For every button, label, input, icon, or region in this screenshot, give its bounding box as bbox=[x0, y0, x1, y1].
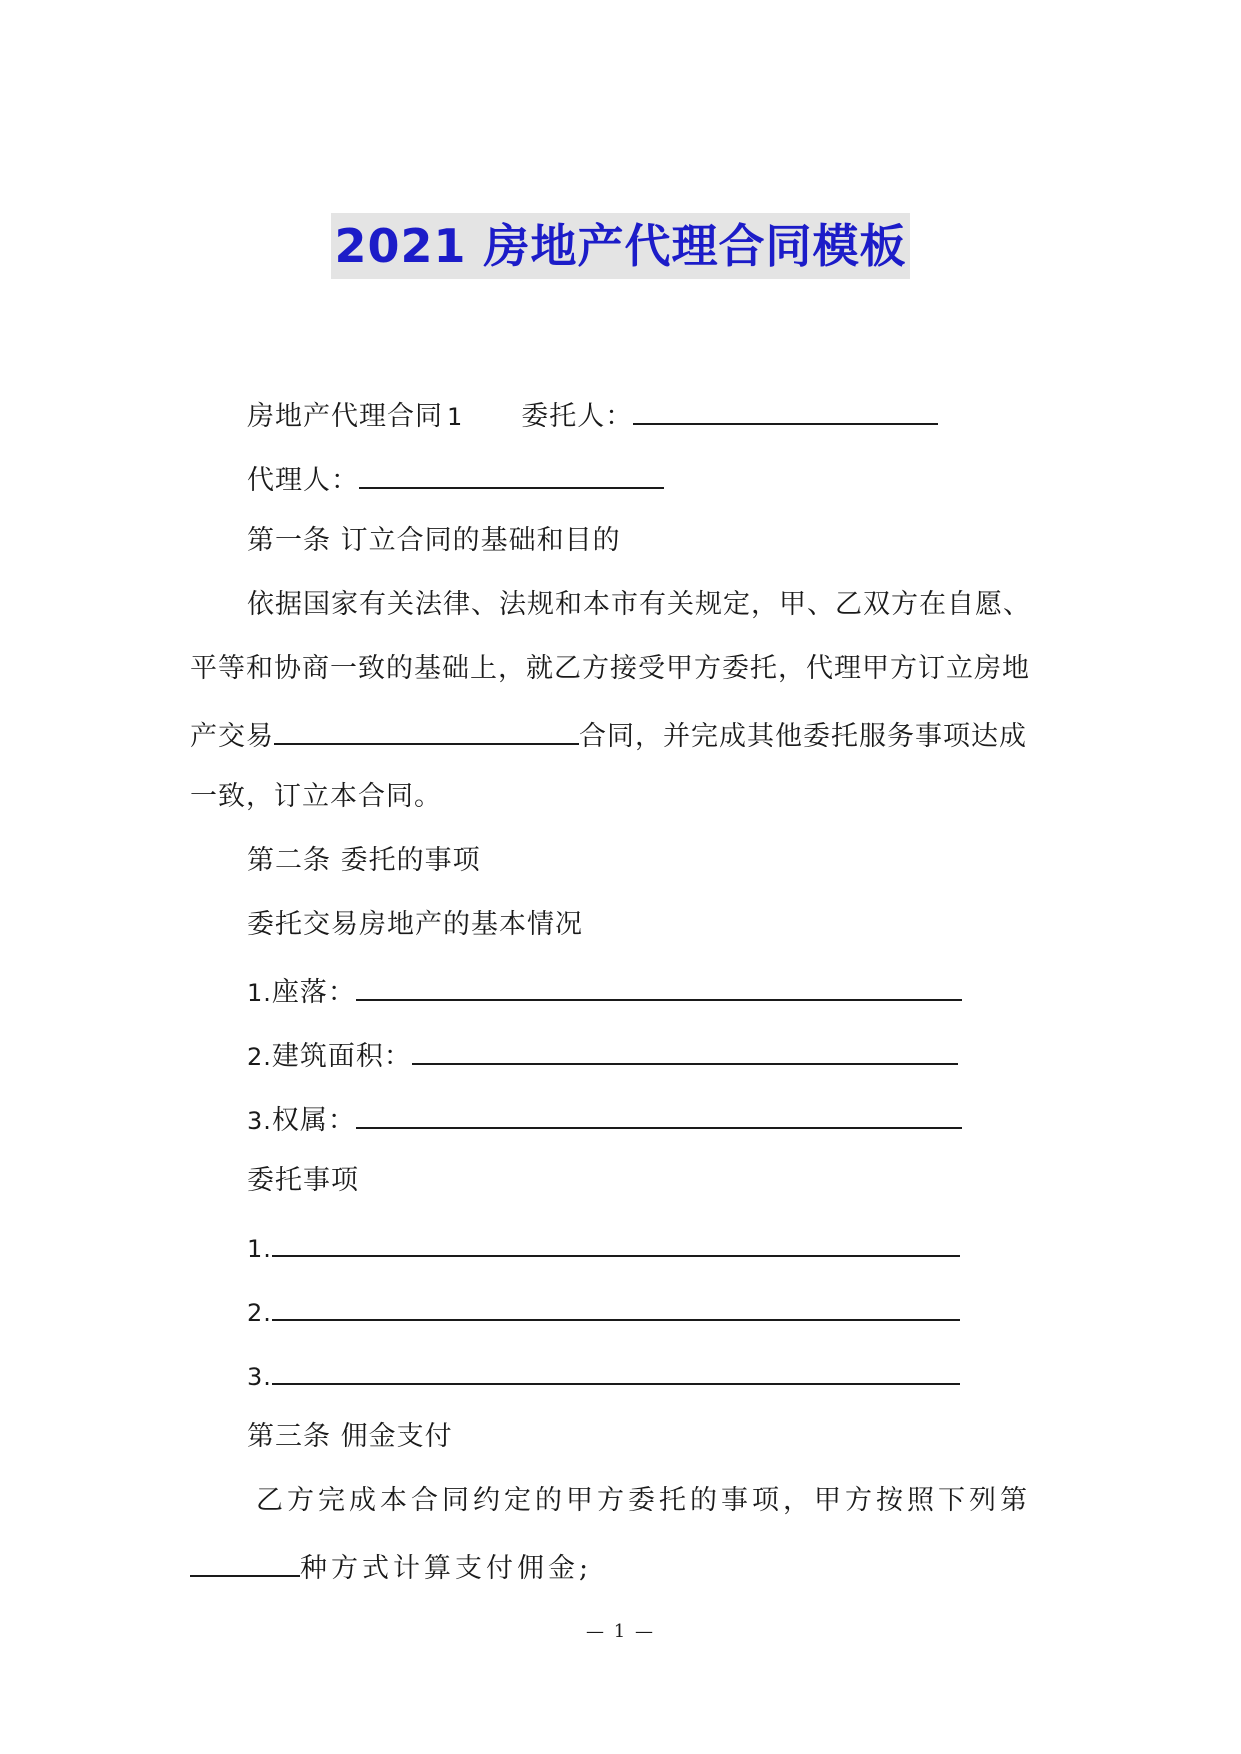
article2-heading: 第二条 委托的事项 bbox=[247, 845, 481, 876]
location-blank[interactable] bbox=[356, 969, 962, 1001]
item-number: 2. bbox=[247, 1299, 272, 1327]
entrust-item bbox=[247, 1353, 960, 1397]
principal-blank[interactable] bbox=[633, 393, 938, 425]
contract-number: 1 bbox=[447, 403, 464, 431]
method-number-blank[interactable] bbox=[190, 1545, 300, 1577]
transaction-type-blank[interactable] bbox=[274, 713, 579, 745]
item-number: 3. bbox=[247, 1107, 272, 1135]
property-item bbox=[247, 1033, 958, 1077]
entrust-heading: 委托事项 bbox=[247, 1165, 359, 1196]
entrust-blank[interactable] bbox=[272, 1225, 960, 1257]
article3-heading: 第三条 佣金支付 bbox=[247, 1421, 453, 1452]
agent-label: 代理人： bbox=[247, 465, 359, 496]
item-label: 权属： bbox=[271, 1105, 356, 1136]
entrust-item bbox=[247, 1225, 960, 1269]
page-number: — 1 — bbox=[586, 1621, 655, 1642]
article1-paragraph-line: 平等和协商一致的基础上，就乙方接受甲方委托，代理甲方订立房地 bbox=[190, 653, 1030, 684]
article3-paragraph-line: 乙方完成本合同约定的甲方委托的事项，甲方按照下列第 bbox=[256, 1485, 1031, 1516]
title-container bbox=[0, 213, 1241, 279]
agent-blank[interactable] bbox=[359, 457, 664, 489]
article1-paragraph-line: 依据国家有关法律、法规和本市有关规定，甲、乙双方在自愿、 bbox=[247, 589, 1031, 620]
item-number: 1. bbox=[247, 1235, 272, 1263]
article1-paragraph-line bbox=[190, 713, 1027, 757]
header-line bbox=[247, 393, 938, 437]
property-item bbox=[247, 1097, 962, 1141]
agent-line bbox=[247, 457, 664, 501]
item-number: 2. bbox=[247, 1043, 272, 1071]
principal-label: 委托人： bbox=[521, 401, 634, 432]
article2-subheading: 委托交易房地产的基本情况 bbox=[247, 909, 583, 940]
entrust-blank[interactable] bbox=[272, 1289, 960, 1321]
item-label: 建筑面积： bbox=[271, 1041, 412, 1072]
area-blank[interactable] bbox=[412, 1033, 958, 1065]
item-number: 3. bbox=[247, 1363, 272, 1391]
entrust-item bbox=[247, 1289, 960, 1333]
property-item bbox=[247, 969, 962, 1013]
contract-label: 房地产代理合同 bbox=[247, 401, 443, 432]
item-number: 1. bbox=[247, 979, 272, 1007]
document-title: 2021 房地产代理合同模板 bbox=[331, 213, 909, 279]
ownership-blank[interactable] bbox=[356, 1097, 962, 1129]
payment-method-text: 种方式计算支付佣金; bbox=[300, 1553, 593, 1584]
item-label: 座落： bbox=[271, 977, 356, 1008]
transaction-suffix: 合同，并完成其他委托服务事项达成 bbox=[579, 721, 1027, 752]
article1-paragraph-line: 一致，订立本合同。 bbox=[190, 781, 442, 812]
entrust-blank[interactable] bbox=[272, 1353, 960, 1385]
transaction-prefix: 产交易 bbox=[190, 721, 274, 752]
article1-heading: 第一条 订立合同的基础和目的 bbox=[247, 525, 621, 556]
article3-paragraph-line bbox=[190, 1545, 592, 1589]
